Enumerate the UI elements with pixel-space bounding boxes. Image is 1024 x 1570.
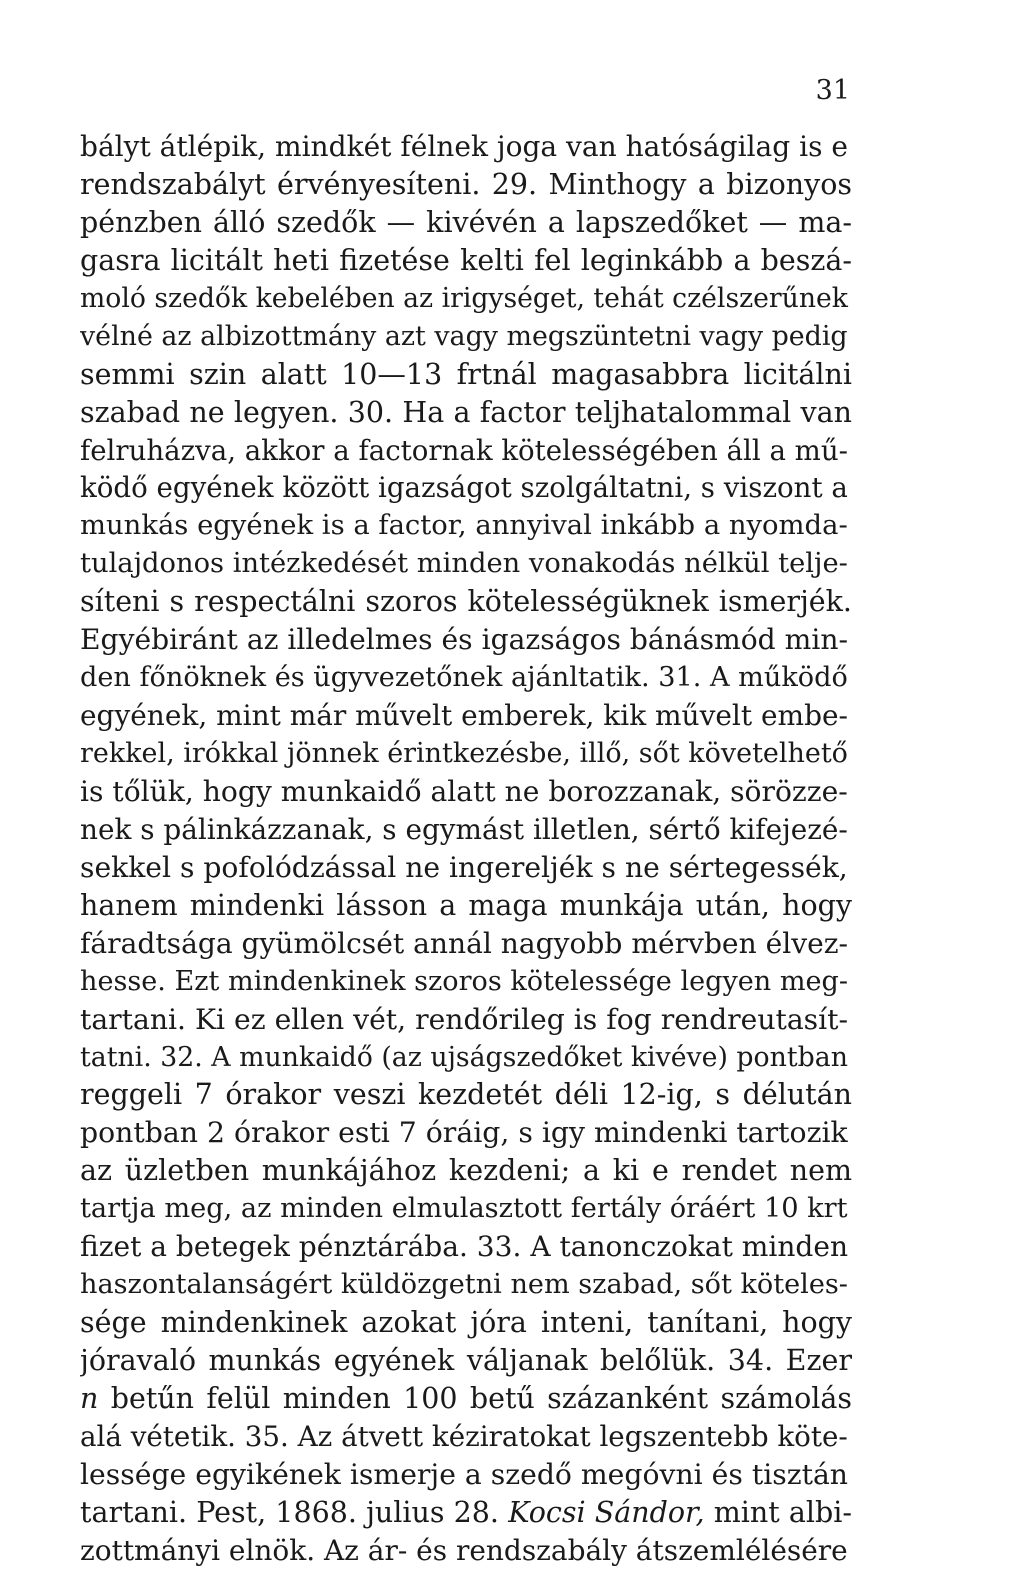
text-line: den főnöknek és ügyvezetőnek ajánltatik. 31. A működő (80, 662, 848, 694)
text-line: munkás egyének is a factor, annyival inkább a nyomda- (80, 510, 848, 542)
text-line: bályt átlépik, mindkét félnek joga van hatóságilag is e (80, 130, 849, 163)
text-line: sége mindenkinek azokat jóra inteni, tanítani, hogy (80, 1306, 852, 1340)
text-line: egyének, mint már művelt emberek, kik művelt embe- (80, 699, 848, 733)
text-line: fizet a betegek pénztárába. 33. A tanonczokat minden (80, 1230, 849, 1264)
text-line: síteni s respectálni szoros kötelességüknek ismerjék. (80, 585, 852, 619)
text-line: pontban 2 órakor esti 7 óráig, s igy mindenki tartozik (80, 1116, 848, 1150)
text-line: az üzletben munkájához kezdeni; a ki e rendet nem (80, 1154, 852, 1188)
body-text (80, 128, 852, 1570)
author-name: Kocsi Sándor, (508, 1495, 705, 1529)
text-fragment: tartani. Pest, 1868. julius 28. (80, 1495, 499, 1529)
text-line: Egyébiránt az illedelmes és igazságos bánásmód min- (80, 623, 849, 657)
text-line: tulajdonos intézkedését minden vonakodás nélkül telje- (80, 548, 848, 580)
text-line: reggeli 7 órakor veszi kezdetét déli 12-ig, s délután (80, 1078, 852, 1112)
text-line: gasra licitált heti fizetése kelti fel leginkább a beszá- (80, 243, 852, 277)
text-line: vélné az albizottmány azt vagy megszüntetni vagy pedig (80, 320, 848, 352)
text-line: ködő egyének között igazságot szolgáltatni, s viszont a (80, 471, 848, 505)
text-line: szabad ne legyen. 30. Ha a factor teljhatalommal van (80, 395, 852, 429)
text-line: hanem mindenki lásson a maga munkája után, hogy (80, 888, 852, 922)
text-line: nek s pálinkázzanak, s egymást illetlen, sértő kifejezé- (80, 812, 848, 846)
text-fragment: betűn felül minden 100 betű százanként számolás (110, 1381, 852, 1415)
text-line: moló szedők kebelében az irigységet, tehát czélszerűnek (80, 282, 848, 314)
text-line: felruházva, akkor a factornak kötelességében áll a mű- (80, 433, 848, 467)
text-line: zottmányi elnök. Az ár- és rendszabály átszemlélésére (80, 1533, 848, 1567)
text-line: tatni. 32. A munkaidő (az ujságszedőket kivéve) pontban (80, 1041, 848, 1073)
text-line: alá vétetik. 35. Az átvett kéziratokat legszentebb köte- (80, 1419, 848, 1453)
text-line: is tőlük, hogy munkaidő alatt ne borozzanak, sörözze- (80, 774, 848, 808)
text-fragment: mint albi- (713, 1495, 852, 1529)
text-line: rekkel, irókkal jönnek érintkezésbe, illő, sőt követelhető (80, 738, 848, 769)
text-line: tartani. Ki ez ellen vét, rendőrileg is fog rendreutasít- (80, 1002, 849, 1036)
text-line: haszontalanságért küldözgetni nem szabad, sőt köteles- (80, 1269, 848, 1301)
text-line: pénzben álló szedők — kivévén a lapszedőket — ma- (80, 205, 852, 239)
text-line: rendszabályt érvényesíteni. 29. Minthogy a bizonyos (80, 167, 852, 201)
text-line: sekkel s pofolódzással ne ingereljék s ne sértegessék, (80, 850, 848, 884)
text-line-with-name (80, 1494, 852, 1532)
text-line: fáradtsága gyümölcsét annál nagyobb mérvben élvez- (80, 926, 849, 960)
text-line: lessége egyikének ismerje a szedő megóvni és tisztán (80, 1457, 849, 1491)
text-line: semmi szin alatt 10—13 frtnál magasabbra licitálni (80, 357, 852, 391)
text-line: jóravaló munkás egyének váljanak belőlük. 34. Ezer (80, 1344, 852, 1377)
italic-letter: n (80, 1381, 99, 1415)
text-line: hesse. Ezt mindenkinek szoros kötelessége legyen meg- (80, 965, 849, 997)
text-line-with-italic (80, 1380, 852, 1418)
text-line: tartja meg, az minden elmulasztott fertály óráért 10 krt (80, 1193, 848, 1225)
page-number: 31 (815, 75, 850, 106)
